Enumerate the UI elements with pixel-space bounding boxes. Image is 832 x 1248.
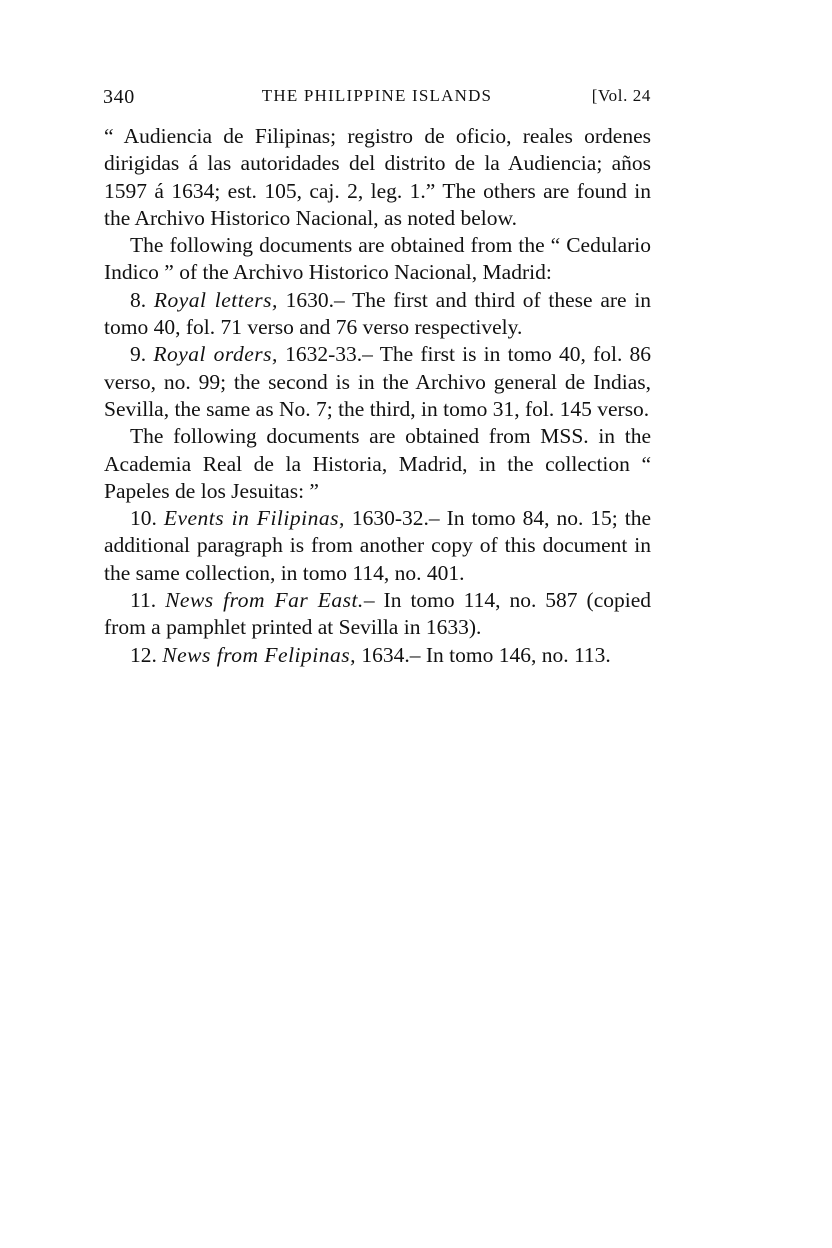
entry-title: News from Felipinas,	[162, 642, 356, 667]
entry-title: Royal letters,	[153, 287, 278, 312]
entry-number: 12.	[130, 642, 157, 667]
paragraph-intro-academia: The following documents are obtained from MSS. in the Academia Real de la Historia, Madrid, in the collection “ Papeles de los Jesuitas: ”	[104, 424, 651, 503]
volume-label: [Vol. 24	[591, 86, 651, 105]
entry-text: 1630-32.– In tomo 84, no. 15; the additional paragraph is from another copy of this document in the same collection, in tomo 114, no. 401.	[104, 506, 651, 585]
entry-12	[104, 642, 651, 669]
entry-number: 8.	[130, 287, 147, 312]
running-header	[103, 86, 651, 116]
paragraph-citation: “ Audiencia de Filipinas; registro de oficio, reales ordenes dirigidas á las autoridades del distrito de la Audiencia; años 1597 á 1634; est. 105, caj. 2, leg. 1.” The others are found in the Archivo Historico Nacional, as noted below.	[104, 124, 651, 230]
entry-title: Royal orders,	[153, 342, 278, 367]
entry-number: 9.	[130, 342, 147, 367]
entry-text: 1634.– In tomo 146, no. 113.	[361, 642, 611, 667]
entry-title: Events in Filipinas,	[163, 506, 345, 531]
entry-text: 1632-33.– The first is in tomo 40, fol. 86 verso, no. 99; the second is in the Archivo general de Indias, Sevilla, the same as No. 7; the third, in tomo 31, fol. 145 verso.	[104, 342, 652, 421]
entry-number: 10.	[130, 506, 157, 531]
page-number: 340	[103, 86, 135, 108]
paragraph-intro-cedulario: The following documents are obtained from the “ Cedulario Indico ” of the Archivo Historico Nacional, Madrid:	[104, 233, 651, 285]
entry-10	[104, 505, 651, 587]
entry-title: News from Far East.	[165, 588, 364, 613]
running-title: THE PHILIPPINE ISLANDS	[261, 86, 493, 105]
page-body	[104, 123, 651, 669]
entry-11	[104, 587, 651, 642]
entry-number: 11.	[130, 588, 157, 613]
entry-text: – In tomo 114, no. 587 (copied from a pamphlet printed at Sevilla in 1633).	[104, 588, 652, 640]
entry-9	[104, 341, 651, 423]
entry-text: 1630.– The first and third of these are in tomo 40, fol. 71 verso and 76 verso respectively.	[104, 287, 652, 340]
entry-8	[104, 287, 651, 342]
